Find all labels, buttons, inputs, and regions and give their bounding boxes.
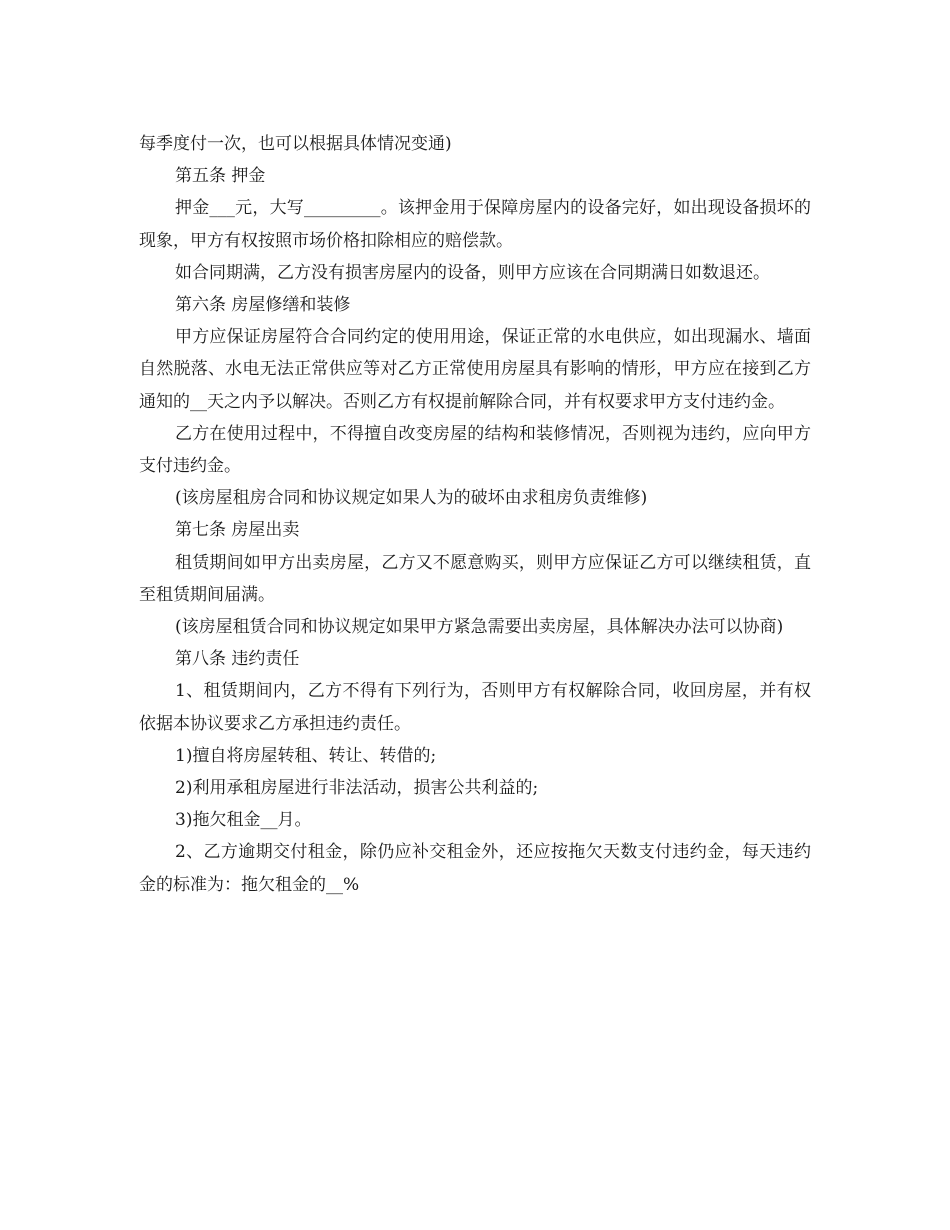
paragraph-breach-item-2: 2、乙方逾期交付租金，除仍应补交租金外，还应按拖欠天数支付违约金，每天违约金的标准为：拖欠租金的__% <box>139 842 811 895</box>
paragraph-deposit-amount: 押金___元，大写_________。该押金用于保障房屋内的设备完好，如出现设备损坏的现象，甲方有权按照市场价格扣除相应的赔偿款。 <box>139 198 811 251</box>
article-7-heading: 第七条 房屋出卖 <box>175 520 300 541</box>
paragraph-sale-note: (该房屋租赁合同和协议规定如果甲方紧急需要出卖房屋，具体解决办法可以协商) <box>175 617 784 638</box>
list-item-rent-arrears: 3)拖欠租金__月。 <box>175 810 312 831</box>
paragraph-repair-obligation: 甲方应保证房屋符合合同约定的使用用途，保证正常的水电供应，如出现漏水、墙面自然脱落、水电无法正常供应等对乙方正常使用房屋具有影响的情形，甲方应在接到乙方通知的__天之内予以解决。否则乙方有权提前解除合同，并有权要求甲方支付违约金。 <box>139 327 811 412</box>
article-5-heading: 第五条 押金 <box>175 166 266 187</box>
paragraph-deposit-refund: 如合同期满，乙方没有损害房屋内的设备，则甲方应该在合同期满日如数退还。 <box>175 262 770 283</box>
article-8-heading: 第八条 违约责任 <box>175 649 300 670</box>
paragraph-breach-item-1: 1、租赁期间内，乙方不得有下列行为，否则甲方有权解除合同，收回房屋，并有权依据本协议要求乙方承担违约责任。 <box>139 681 811 734</box>
paragraph-repair-note: (该房屋租房合同和协议规定如果人为的破坏由求租房负责维修) <box>175 488 648 509</box>
list-item-illegal-use: 2)利用承租房屋进行非法活动，损害公共利益的; <box>175 778 539 799</box>
paragraph-house-sale: 租赁期间如甲方出卖房屋，乙方又不愿意购买，则甲方应保证乙方可以继续租赁，直至租赁期间届满。 <box>139 552 811 605</box>
paragraph-no-alteration: 乙方在使用过程中，不得擅自改变房屋的结构和装修情况，否则视为违约，应向甲方支付违约金。 <box>139 423 811 477</box>
article-6-heading: 第六条 房屋修缮和装修 <box>175 295 351 316</box>
list-item-sublet: 1)擅自将房屋转租、转让、转借的; <box>175 745 437 766</box>
paragraph-continuation: 每季度付一次，也可以根据具体情况变通) <box>139 134 452 154</box>
document-page <box>139 128 811 901</box>
